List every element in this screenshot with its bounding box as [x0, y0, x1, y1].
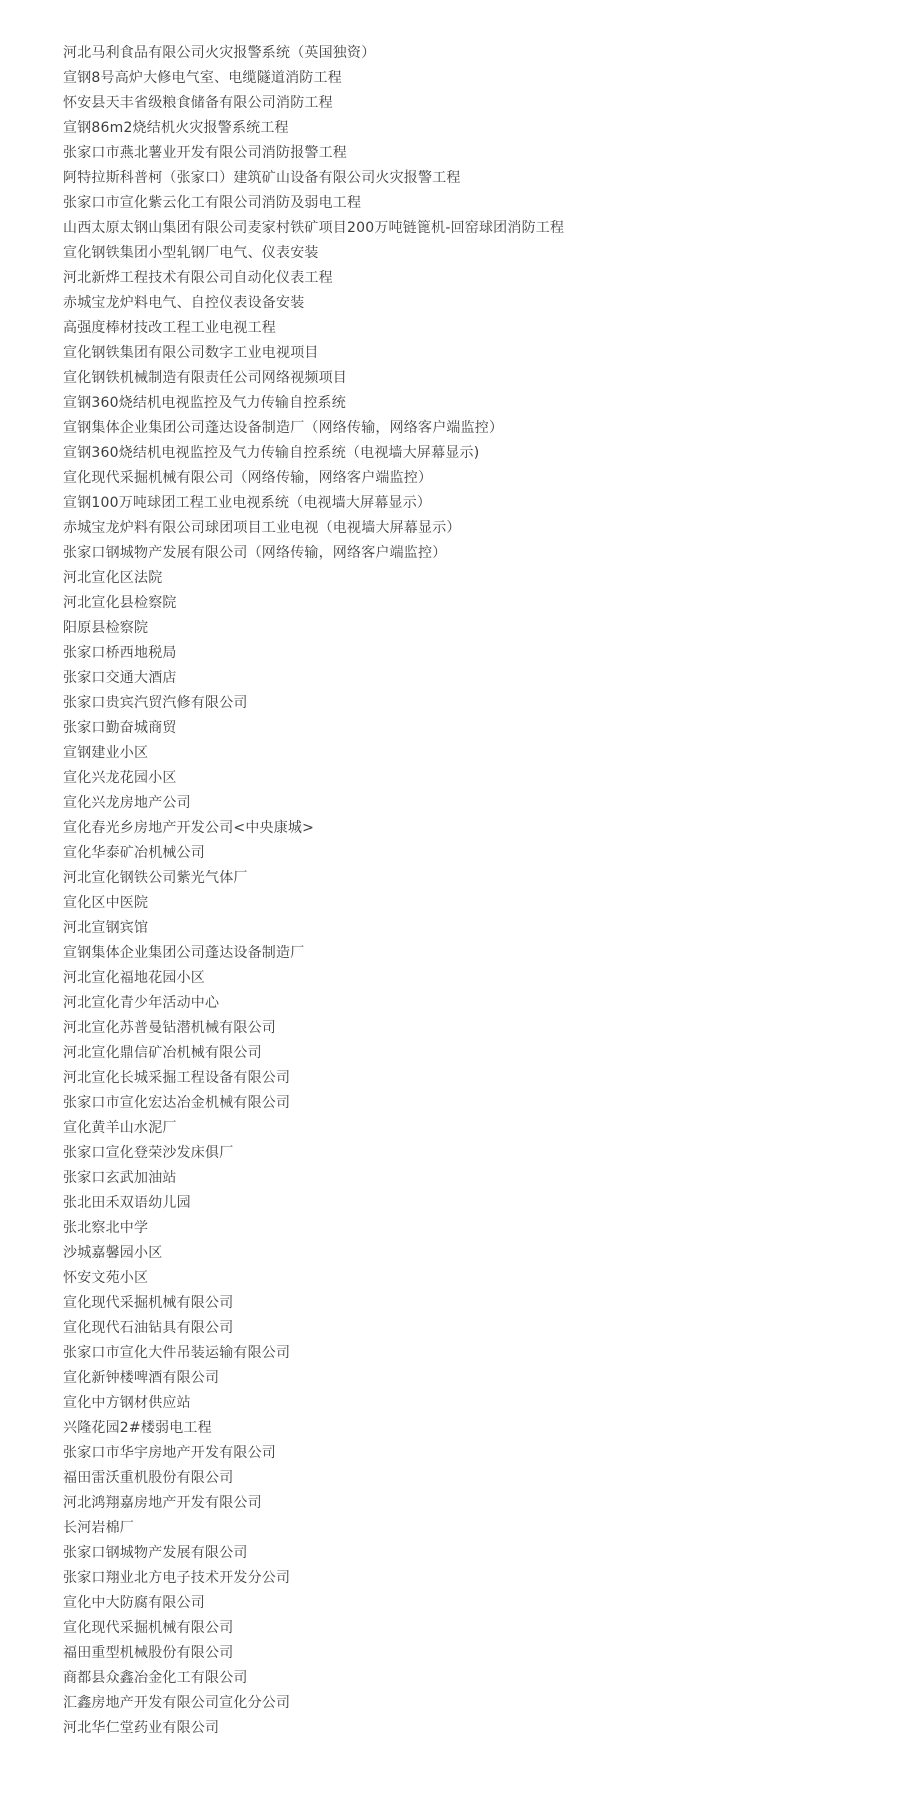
- list-item: 宣钢建业小区: [63, 745, 149, 761]
- list-item: 张家口市燕北薯业开发有限公司消防报警工程: [63, 145, 347, 161]
- list-item: 河北宣化鼎信矿冶机械有限公司: [63, 1045, 262, 1061]
- list-item: 宣化华泰矿冶机械公司: [63, 845, 205, 861]
- list-item: 兴隆花园2#楼弱电工程: [63, 1420, 212, 1436]
- list-item: 赤城宝龙炉料电气、自控仪表设备安装: [63, 295, 305, 311]
- list-item: 宣钢100万吨球团工程工业电视系统（电视墙大屏幕显示）: [63, 495, 432, 511]
- list-item: 沙城嘉馨园小区: [63, 1245, 163, 1261]
- list-item: 福田雷沃重机股份有限公司: [63, 1470, 234, 1486]
- list-item: 宣化现代采掘机械有限公司（网络传输，网络客户端监控）: [63, 470, 433, 486]
- list-item: 宣钢集体企业集团公司蓬达设备制造厂: [63, 945, 305, 961]
- list-item: 张家口勤奋城商贸: [63, 720, 177, 736]
- list-item: 河北宣化福地花园小区: [63, 970, 205, 986]
- list-item: 河北华仁堂药业有限公司: [63, 1720, 220, 1736]
- list-item: 宣化黄羊山水泥厂: [63, 1120, 177, 1136]
- list-item: 河北鸿翔嘉房地产开发有限公司: [63, 1495, 262, 1511]
- list-item: 宣化现代采掘机械有限公司: [63, 1295, 234, 1311]
- list-item: 张家口翔业北方电子技术开发分公司: [63, 1570, 291, 1586]
- list-item: 河北宣化长城采掘工程设备有限公司: [63, 1070, 291, 1086]
- list-item: 宣化钢铁集团有限公司数字工业电视项目: [63, 345, 319, 361]
- list-item: 宣化钢铁机械制造有限责任公司网络视频项目: [63, 370, 347, 386]
- list-item: 阿特拉斯科普柯（张家口）建筑矿山设备有限公司火灾报警工程: [63, 170, 461, 186]
- list-item: 宣化兴龙房地产公司: [63, 795, 191, 811]
- list-item: 张家口钢城物产发展有限公司: [63, 1545, 248, 1561]
- list-item: 宣化现代采掘机械有限公司: [63, 1620, 234, 1636]
- list-item: 河北宣化钢铁公司紫光气体厂: [63, 870, 248, 886]
- list-item: 福田重型机械股份有限公司: [63, 1645, 234, 1661]
- list-item: 宣化现代石油钻具有限公司: [63, 1320, 234, 1336]
- list-item: 怀安文苑小区: [63, 1270, 149, 1286]
- list-item: 河北宣化区法院: [63, 570, 163, 586]
- list-item: 商都县众鑫冶金化工有限公司: [63, 1670, 248, 1686]
- list-item: 高强度棒材技改工程工业电视工程: [63, 320, 276, 336]
- list-item: 宣化兴龙花园小区: [63, 770, 177, 786]
- list-item: 张家口贵宾汽贸汽修有限公司: [63, 695, 248, 711]
- list-item: 张家口钢城物产发展有限公司（网络传输，网络客户端监控）: [63, 545, 447, 561]
- list-item: 宣钢8号高炉大修电气室、电缆隧道消防工程: [63, 70, 342, 86]
- list-item: 张北察北中学: [63, 1220, 149, 1236]
- list-item: 阳原县检察院: [63, 620, 149, 636]
- list-item: 张家口桥西地税局: [63, 645, 177, 661]
- list-item: 宣化新钟楼啤酒有限公司: [63, 1370, 220, 1386]
- list-item: 张北田禾双语幼儿园: [63, 1195, 191, 1211]
- list-item: 怀安县天丰省级粮食储备有限公司消防工程: [63, 95, 333, 111]
- list-item: 宣化中方钢材供应站: [63, 1395, 191, 1411]
- list-item: 张家口市宣化宏达冶金机械有限公司: [63, 1095, 291, 1111]
- list-item: 赤城宝龙炉料有限公司球团项目工业电视（电视墙大屏幕显示）: [63, 520, 461, 536]
- list-item: 汇鑫房地产开发有限公司宣化分公司: [63, 1695, 291, 1711]
- list-item: 张家口玄武加油站: [63, 1170, 177, 1186]
- list-item: 河北宣钢宾馆: [63, 920, 149, 936]
- list-item: 长河岩棉厂: [63, 1520, 134, 1536]
- list-item: 河北新烨工程技术有限公司自动化仪表工程: [63, 270, 333, 286]
- list-item: 宣钢86m2烧结机火灾报警系统工程: [63, 120, 289, 136]
- list-item: 河北宣化青少年活动中心: [63, 995, 220, 1011]
- list-item: 宣化中大防腐有限公司: [63, 1595, 205, 1611]
- list-item: 宣钢360烧结机电视监控及气力传输自控系统（电视墙大屏幕显示): [63, 445, 480, 461]
- list-item: 山西太原太钢山集团有限公司麦家村铁矿项目200万吨链篦机-回窑球团消防工程: [63, 220, 565, 236]
- list-item: 宣钢集体企业集团公司蓬达设备制造厂（网络传输，网络客户端监控）: [63, 420, 504, 436]
- list-item: 宣钢360烧结机电视监控及气力传输自控系统: [63, 395, 346, 411]
- list-item: 河北宣化苏普曼钻潜机械有限公司: [63, 1020, 276, 1036]
- list-item: 张家口市宣化大件吊装运输有限公司: [63, 1345, 291, 1361]
- list-item: 张家口市华宇房地产开发有限公司: [63, 1445, 276, 1461]
- list-item: 张家口交通大酒店: [63, 670, 177, 686]
- list-item: 河北马利食品有限公司火灾报警系统（英国独资）: [63, 45, 376, 61]
- list-item: 河北宣化县检察院: [63, 595, 177, 611]
- list-item: 张家口市宣化紫云化工有限公司消防及弱电工程: [63, 195, 362, 211]
- list-item: 宣化区中医院: [63, 895, 149, 911]
- list-item: 宣化钢铁集团小型轧钢厂电气、仪表安装: [63, 245, 319, 261]
- list-item: 张家口宣化登荣沙发床俱厂: [63, 1145, 234, 1161]
- list-item: 宣化春光乡房地产开发公司<中央康城>: [63, 820, 315, 836]
